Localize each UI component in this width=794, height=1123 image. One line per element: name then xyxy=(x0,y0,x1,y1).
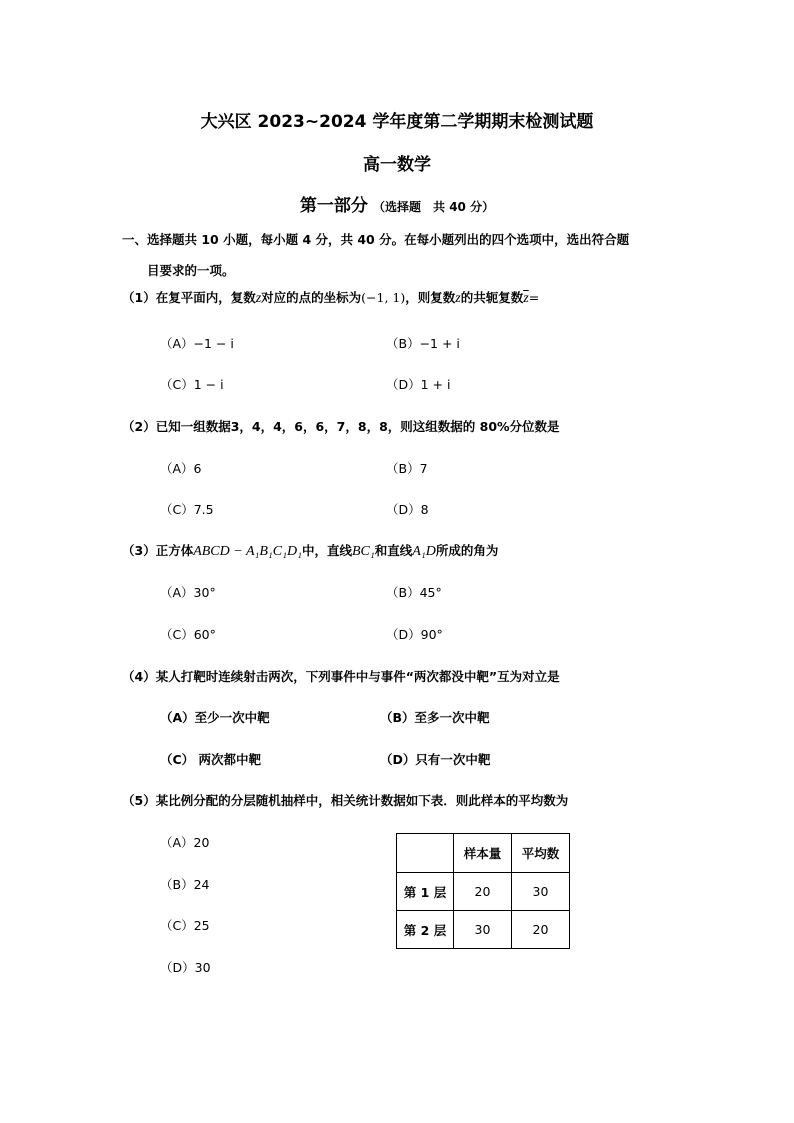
q1-var-z: z xyxy=(255,291,262,306)
question-1 xyxy=(122,288,539,307)
q4-option-c: （C） 两次都中靶 xyxy=(160,752,262,767)
q1-coord: (−1, 1) xyxy=(361,290,406,305)
q3-mid2: 和直线 xyxy=(374,543,413,558)
question-2: （2）已知一组数据3，4，4，6，6，7，8，8，则这组数据的 80%分位数是 xyxy=(122,419,560,434)
table-row-label: 第 1 层 xyxy=(397,873,454,911)
q2-option-b: （B）7 xyxy=(386,461,428,476)
part-title: 第一部分 xyxy=(299,196,368,216)
table-header-mean: 平均数 xyxy=(512,834,570,873)
question-3 xyxy=(122,541,498,560)
q3-mid: 中，直线 xyxy=(301,543,352,558)
section-intro-line1: 一、选择题共 10 小题，每小题 4 分，共 40 分。在每小题列出的四个选项中，选出符合题 xyxy=(122,232,630,247)
table-header-sample-size: 样本量 xyxy=(454,834,512,873)
part-heading xyxy=(0,191,794,216)
q3-option-c: （C）60° xyxy=(160,627,216,642)
section-intro-line2: 目要求的一项。 xyxy=(147,263,235,278)
q1-var-z2: z xyxy=(455,291,461,306)
q1-post2: 的共轭复数 xyxy=(460,290,524,305)
q4-option-b: （B）至多一次中靶 xyxy=(380,710,490,725)
q3-option-a: （A）30° xyxy=(160,585,216,600)
q1-option-b: （B）−1 + i xyxy=(386,336,460,351)
table-cell-sample-size: 20 xyxy=(454,873,512,911)
question-4: （4）某人打靶时连续射击两次，下列事件中与事件“两次都没中靶”互为对立是 xyxy=(122,669,560,684)
q3-line-bc1: BC₁ xyxy=(352,544,375,559)
q3-cube: ABCD − A₁B₁C₁D₁ xyxy=(193,544,302,559)
q3-pre: （3）正方体 xyxy=(122,543,194,558)
q3-line-a1d: A₁D xyxy=(412,544,436,559)
q4-option-a: （A）至少一次中靶 xyxy=(160,710,270,725)
q2-option-a: （A）6 xyxy=(160,461,202,476)
question-5: （5）某比例分配的分层随机抽样中，相关统计数据如下表．则此样本的平均数为 xyxy=(122,793,569,808)
q3-option-d: （D）90° xyxy=(386,627,443,642)
table-cell-mean: 30 xyxy=(512,873,570,911)
table-row-label: 第 2 层 xyxy=(397,911,454,949)
q1-post: ，则复数 xyxy=(405,290,456,305)
q1-pre: （1）在复平面内，复数 xyxy=(122,290,256,305)
q4-option-d: （D）只有一次中靶 xyxy=(380,752,491,767)
q1-equals: = xyxy=(528,290,540,305)
table-header-row xyxy=(397,834,570,873)
q2-option-d: （D）8 xyxy=(386,502,429,517)
q3-option-b: （B）45° xyxy=(386,585,442,600)
q1-option-c: （C）1 − i xyxy=(160,377,224,392)
table-cell-mean: 20 xyxy=(512,911,570,949)
q1-option-d: （D）1 + i xyxy=(386,377,451,392)
q5-option-d: （D）30 xyxy=(160,960,211,975)
table-cell-sample-size: 30 xyxy=(454,911,512,949)
q1-option-a: （A）−1 − i xyxy=(160,336,234,351)
q5-option-c: （C）25 xyxy=(160,918,210,933)
part-note: （选择题 共 40 分） xyxy=(373,200,495,214)
q5-option-a: （A）20 xyxy=(160,835,210,850)
q1-conjugate-z: $\overline{z}$ xyxy=(523,291,529,306)
q5-option-b: （B）24 xyxy=(160,877,210,892)
table-corner-cell xyxy=(397,834,454,873)
table-row xyxy=(397,873,570,911)
exam-title: 大兴区 2023~2024 学年度第二学期期末检测试题 xyxy=(200,112,594,132)
q3-post: 所成的角为 xyxy=(435,543,499,558)
q1-mid: 对应的点的坐标为 xyxy=(261,290,362,305)
q2-option-c: （C）7.5 xyxy=(160,502,214,517)
subject-title: 高一数学 xyxy=(363,155,431,175)
table-row xyxy=(397,911,570,949)
stratified-sample-table xyxy=(396,833,570,949)
